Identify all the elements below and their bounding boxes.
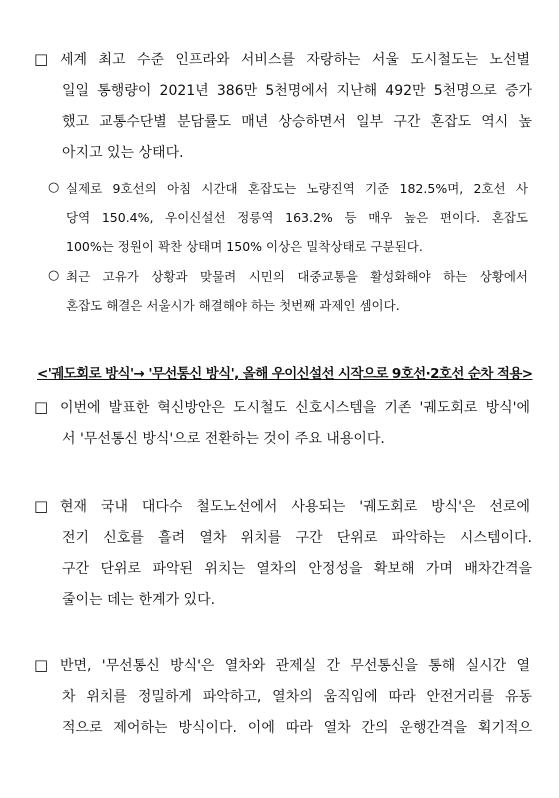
paragraph-line: 일일 통행량이 2021년 386만 5천명에서 지난해 492만 5천명으로 증가 <box>62 83 532 99</box>
sub-point-2 <box>48 268 530 326</box>
sub-point-1 <box>48 180 530 267</box>
paragraph-1 <box>34 50 530 174</box>
sub-point-line: 당역 150.4%, 우이신설선 정릉역 163.2% 등 매우 높은 편이다. 혼잡도 <box>66 210 528 225</box>
paragraph-line: 차 위치를 정밀하게 파악하고, 열차의 움직임에 따라 안전거리를 유동 <box>62 689 532 705</box>
paragraph-line: 전기 신호를 흘려 열차 위치를 구간 단위로 파악하는 시스템이다. <box>62 530 532 546</box>
paragraph-line: 현재 국내 대다수 철도노선에서 사용되는 '궤도회로 방식'은 선로에 <box>60 499 530 515</box>
sub-point-line: 혼잡도 해결은 서울시가 해결해야 하는 첫번째 과제인 셈이다. <box>66 298 400 313</box>
paragraph-line: 줄이는 데는 한계가 있다. <box>62 592 216 608</box>
sub-point-line: 100%는 정원이 꽉찬 상태며 150% 이상은 밀착상태로 구분된다. <box>66 239 423 254</box>
paragraph-line: 적으로 제어하는 방식이다. 이에 따라 열차 간의 운행간격을 획기적으 <box>62 720 532 736</box>
paragraph-2 <box>34 398 530 460</box>
paragraph-line: 아지고 있는 상태다. <box>62 145 184 161</box>
circle-bullet-icon: ○ <box>48 180 60 195</box>
paragraph-line: 구간 단위로 파악된 위치는 열차의 안정성을 확보해 가며 배차간격을 <box>62 561 532 577</box>
square-bullet-icon: □ <box>34 656 49 674</box>
paragraph-line: 이번에 발표한 혁신방안은 도시철도 신호시스템을 기존 '궤도회로 방식'에 <box>60 400 530 416</box>
sub-point-line: 실제로 9호선의 아침 시간대 혼잡도는 노량진역 기준 182.5%며, 2호선 사 <box>66 181 528 196</box>
square-bullet-icon: □ <box>34 497 49 515</box>
circle-bullet-icon: ○ <box>48 268 60 283</box>
paragraph-line: 했고 교통수단별 분담률도 매년 상승하면서 일부 구간 혼잡도 역시 높 <box>62 114 532 130</box>
paragraph-line: 반면, '무선통신 방식'은 열차와 관제실 간 무선통신을 통해 실시간 열 <box>60 658 530 674</box>
paragraph-4 <box>34 656 530 749</box>
paragraph-line: 세계 최고 수준 인프라와 서비스를 자랑하는 서울 도시철도는 노선별 <box>60 52 530 68</box>
square-bullet-icon: □ <box>34 50 49 68</box>
paragraph-3 <box>34 497 530 621</box>
section-heading: <'궤도회로 방식'→ '무선통신 방식', 올해 우이신설선 시작으로 9호선·2호선 순차 적용> <box>37 366 533 382</box>
sub-point-line: 최근 고유가 상황과 맞물려 시민의 대중교통을 활성화해야 하는 상황에서 <box>66 269 528 284</box>
paragraph-line: 서 '무선통신 방식'으로 전환하는 것이 주요 내용이다. <box>62 431 385 447</box>
square-bullet-icon: □ <box>34 398 49 416</box>
